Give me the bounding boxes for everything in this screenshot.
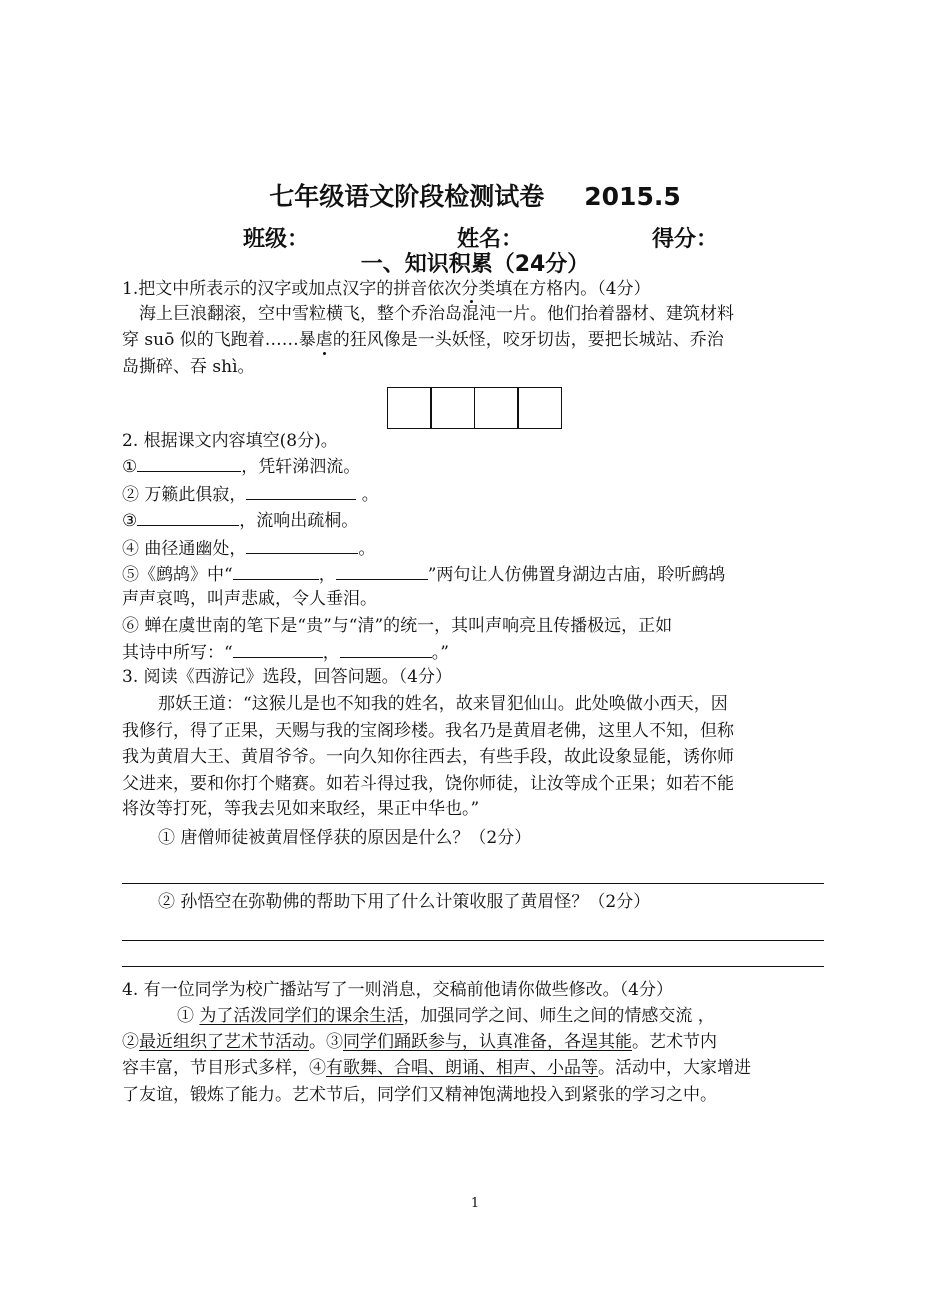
title-text: 七年级语文阶段检测试卷 <box>269 182 545 211</box>
q3-passage-line-4: 父进来，要和你打个赌赛。如若斗得过我，饶你师徒，让汝等成个正果；如若不能 <box>122 774 734 794</box>
fill-blank[interactable] <box>137 507 239 526</box>
underlined-phrase-3: 同学们踊跃参与，认真准备，各逞其能 <box>343 1032 632 1052</box>
q4-text-line-1: ① 为了活泼同学们的课余生活，加强同学之间、师生之间的情感交流 ， <box>177 1006 715 1026</box>
q3-passage-line-1: 那妖王道：“这猴儿是也不知我的姓名，故来冒犯仙山。此处唤做小西天，因 <box>158 694 728 714</box>
q4-text-line-2: ②最近组织了艺术节活动。③同学们踊跃参与，认真准备，各逞其能。艺术节内 <box>122 1032 717 1052</box>
q1-prompt: 1.把文中所表示的汉字或加点汉字的拼音依次分类填在方格内。（4分） <box>122 279 651 299</box>
answer-box[interactable] <box>517 387 562 429</box>
score-label: 得分： <box>652 227 719 252</box>
q2-prompt: 2. 根据课文内容填空(8分)。 <box>122 431 338 451</box>
fill-blank[interactable] <box>137 453 241 472</box>
answer-box[interactable] <box>387 387 432 429</box>
q3-subquestion-1: ① 唐僧师徒被黄眉怪俘获的原因是什么？（2分） <box>158 828 532 848</box>
underlined-phrase-1: 为了活泼同学们的课余生活 <box>199 1006 404 1026</box>
exam-title <box>0 177 950 213</box>
q2-item-6-cont: 其诗中所写：“ ， 。” <box>122 639 449 665</box>
q2-item-1: ① ，凭轩涕泗流。 <box>122 453 360 479</box>
answer-line[interactable] <box>122 940 824 941</box>
name-label: 姓名： <box>457 227 524 252</box>
fill-blank[interactable] <box>336 561 428 580</box>
q3-prompt: 3. 阅读《西游记》选段，回答问题。（4分） <box>122 667 452 687</box>
q2-item-5-cont: 声声哀鸣，叫声悲戚，令人垂泪。 <box>122 589 377 609</box>
fill-blank[interactable] <box>233 561 319 580</box>
q3-passage-line-3: 我为黄眉大王、黄眉爷爷。一向久知你往西去，有些手段，故此设象显能，诱你师 <box>122 747 734 767</box>
answer-line[interactable] <box>122 883 824 884</box>
q3-passage-line-2: 我修行，得了正果，天赐与我的宝阁珍楼。我名乃是黄眉老佛，这里人不知，但称 <box>122 721 734 741</box>
class-label: 班级： <box>243 227 310 252</box>
q1-text-line-3: 岛撕碎、吞 shì。 <box>122 357 255 377</box>
answer-box[interactable] <box>430 387 475 429</box>
q4-prompt: 4. 有一位同学为校广播站写了一则消息，交稿前他请你做些修改。（4分） <box>122 980 673 1000</box>
q4-text-line-4: 了友谊，锻炼了能力。艺术节后，同学们又精神饱满地投入到紧张的学习之中。 <box>122 1085 717 1105</box>
page-number: 1 <box>470 1196 480 1211</box>
q4-text-line-3: 容丰富，节目形式多样，④有歌舞、合唱、朗诵、相声、小品等。活动中，大家增进 <box>122 1058 751 1078</box>
answer-box[interactable] <box>474 387 519 429</box>
q3-subquestion-2: ② 孙悟空在弥勒佛的帮助下用了什么计策收服了黄眉怪？（2分） <box>158 892 651 912</box>
q2-item-5: ⑤《鹧鸪》中“ ， ”两句让人仿佛置身湖边古庙，聆听鹧鸪 <box>122 561 725 587</box>
q2-item-6: ⑥ 蝉在虞世南的笔下是“贵”与“清”的统一，其叫声响亮且传播极远，正如 <box>122 616 673 636</box>
q3-passage-line-5: 将汝等打死，等我去见如来取经，果正中华也。” <box>122 799 480 819</box>
q2-item-4: ④ 曲径通幽处， 。 <box>122 535 375 561</box>
fill-blank[interactable] <box>340 639 432 658</box>
fill-blank[interactable] <box>246 535 358 554</box>
answer-line[interactable] <box>122 966 824 967</box>
dotted-char: 混 <box>462 304 479 324</box>
section-title: 一、知识积累（24分） <box>360 252 590 277</box>
q2-item-3: ③ ，流响出疏桐。 <box>122 507 358 533</box>
fill-blank[interactable] <box>246 481 356 500</box>
underlined-phrase-2: 最近组织了艺术节活动 <box>139 1032 309 1052</box>
fill-blank[interactable] <box>233 639 323 658</box>
q2-item-2: ② 万籁此俱寂， 。 <box>122 481 379 507</box>
q1-text-line-1: 海上巨浪翻滚，空中雪粒横飞，整个乔治岛混沌一片。他们抬着器材、建筑材料 <box>139 304 734 324</box>
dotted-char: 虐 <box>315 330 333 350</box>
q1-text-line-2: 穿 suō 似的飞跑着……暴虐的狂风像是一头妖怪，咬牙切齿，要把长城站、乔治 <box>122 330 724 350</box>
exam-date: 2015.5 <box>584 182 681 211</box>
underlined-phrase-4: 有歌舞、合唱、朗诵、相声、小品等 <box>326 1058 598 1078</box>
answer-boxes <box>388 387 562 429</box>
